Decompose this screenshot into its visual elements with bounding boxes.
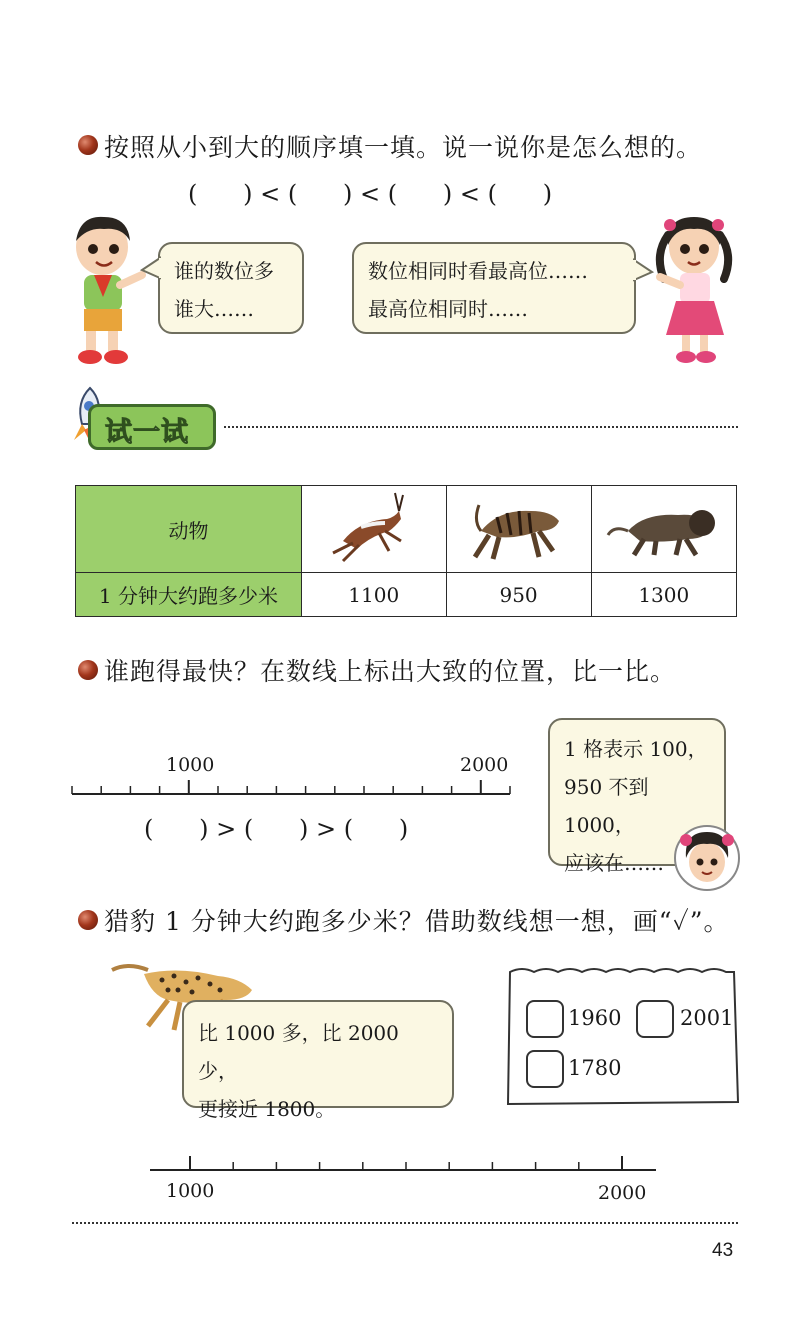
option-1780-checkbox[interactable] [526,1050,564,1088]
bullet-icon [78,910,98,930]
lion-cell [591,486,736,573]
boy-bubble-tail [140,256,162,280]
cheetah-bubble-line-2: 更接近 1800。 [198,1097,336,1121]
table-row-label: 1 分钟大约跑多少米 [76,573,302,617]
option-1780-label: 1780 [568,1056,622,1080]
lion-speed: 1300 [591,573,736,617]
lion-icon [604,497,724,557]
q1-answer-blanks[interactable]: ( ) < ( ) < ( ) < ( ) [188,180,553,208]
animal-speed-table [75,485,737,617]
try-it-label: 试一试 [105,417,189,448]
q2-answer-blanks[interactable]: ( ) > ( ) > ( ) [144,815,409,843]
hint-line-3: 应该在…… [564,851,664,875]
boy-illustration [62,205,148,370]
option-2001-checkbox[interactable] [636,1000,674,1038]
bullet-icon [78,660,98,680]
cheetah-speech-bubble [182,1000,454,1121]
tiger-cell [446,486,591,573]
tiger-speed: 950 [446,573,591,617]
bottom-divider [72,1222,738,1224]
numberline-2-label-2000: 2000 [598,1182,647,1204]
question-3-prompt: 猎豹 1 分钟大约跑多少米？借助数线想一想，画“✓”。 [104,907,730,936]
section-divider [224,426,738,428]
number-line-1[interactable] [70,770,515,802]
boy-speech-bubble [158,242,304,334]
antelope-icon [329,491,419,563]
girl-avatar [672,824,742,892]
boy-bubble-line-1: 谁的数位多 [174,259,274,283]
try-it-badge [88,404,216,450]
boy-bubble-line-2: 谁大…… [174,297,254,321]
numberline-1-label-1000: 1000 [166,754,215,776]
antelope-cell [301,486,446,573]
girl-speech-bubble [352,242,636,334]
cheetah-bubble-line-1: 比 1000 多，比 2000 少， [198,1021,399,1083]
bullet-icon [78,135,98,155]
numberline-2-label-1000: 1000 [166,1180,215,1202]
hint-line-2: 950 不到 1000， [564,775,649,837]
option-2001-label: 2001 [680,1006,734,1030]
number-line-2[interactable] [148,1150,660,1176]
question-2-prompt: 谁跑得最快？在数线上标出大致的位置，比一比。 [104,657,677,686]
girl-bubble-line-2: 最高位相同时…… [368,297,528,321]
girl-bubble-line-1: 数位相同时看最高位…… [368,259,588,283]
antelope-speed: 1100 [301,573,446,617]
page-number: 43 [712,1240,734,1261]
hint-line-1: 1 格表示 100， [564,737,708,761]
table-header-animal: 动物 [76,486,302,573]
girl-illustration [650,205,740,370]
option-1960-label: 1960 [568,1006,622,1030]
tiger-icon [469,491,569,563]
numberline-1-label-2000: 2000 [460,754,509,776]
question-1-prompt: 按照从小到大的顺序填一填。说一说你是怎么想的。 [104,133,703,162]
option-1960-checkbox[interactable] [526,1000,564,1038]
